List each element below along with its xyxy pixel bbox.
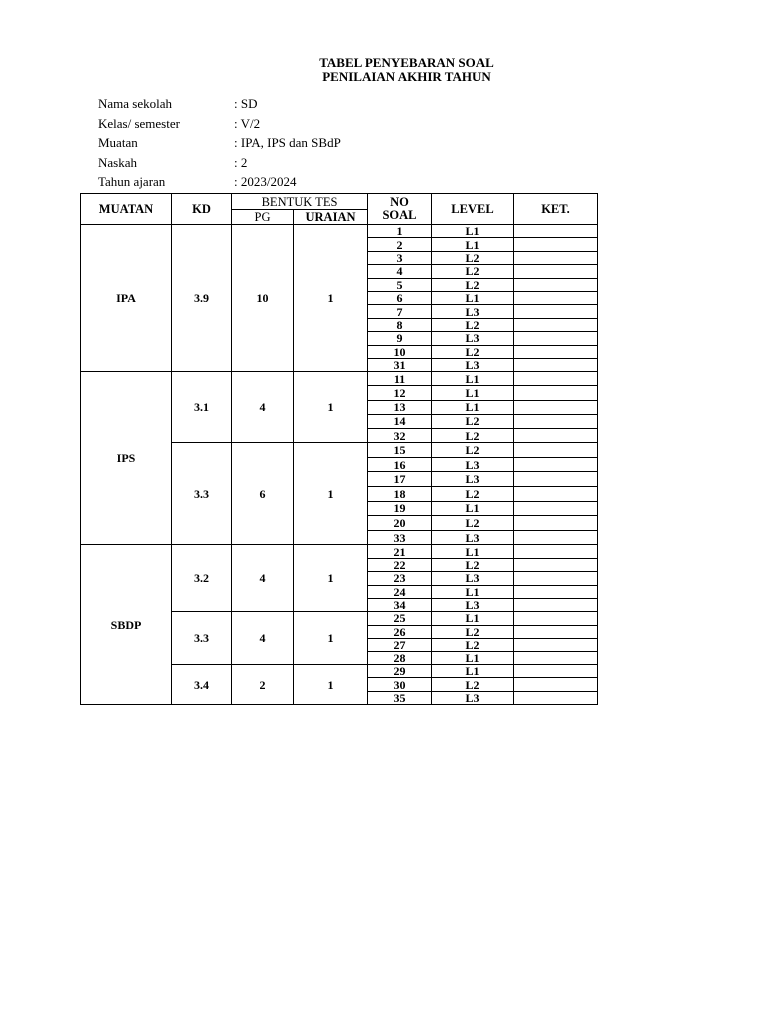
ket-cell xyxy=(514,372,598,386)
no-soal-cell: 12 xyxy=(368,386,432,400)
header-kd: KD xyxy=(172,194,232,225)
no-soal-cell: 30 xyxy=(368,678,432,691)
muatan-cell: SBDP xyxy=(81,545,172,705)
ket-cell xyxy=(514,345,598,358)
ket-cell xyxy=(514,665,598,678)
info-label: Muatan xyxy=(98,135,138,150)
kd-cell: 3.4 xyxy=(172,665,232,705)
title-line-1: TABEL PENYEBARAN SOAL xyxy=(319,55,494,70)
level-cell: L2 xyxy=(432,345,514,358)
header-pg: PG xyxy=(232,210,294,225)
ket-cell xyxy=(514,457,598,472)
info-label: Tahun ajaran xyxy=(98,174,166,189)
level-cell: L2 xyxy=(432,278,514,291)
ket-cell xyxy=(514,625,598,638)
no-soal-cell: 22 xyxy=(368,558,432,571)
info-label: Naskah xyxy=(98,154,137,170)
level-cell: L3 xyxy=(432,358,514,371)
header-muatan: MUATAN xyxy=(81,194,172,225)
no-soal-cell: 24 xyxy=(368,585,432,598)
title-line-2: PENILAIAN AKHIR TAHUN xyxy=(322,69,491,84)
no-soal-cell: 13 xyxy=(368,400,432,414)
header-uraian: URAIAN xyxy=(294,210,368,225)
ket-cell xyxy=(514,443,598,458)
kd-cell: 3.3 xyxy=(172,612,232,665)
ket-cell xyxy=(514,530,598,545)
pg-cell: 10 xyxy=(232,225,294,372)
ket-cell xyxy=(514,691,598,704)
level-cell: L1 xyxy=(432,386,514,400)
ket-cell xyxy=(514,414,598,428)
level-cell: L1 xyxy=(432,665,514,678)
no-soal-cell: 11 xyxy=(368,372,432,386)
uraian-cell: 1 xyxy=(294,372,368,443)
level-cell: L1 xyxy=(432,238,514,251)
ket-cell xyxy=(514,585,598,598)
level-cell: L1 xyxy=(432,225,514,238)
table-row xyxy=(81,372,598,386)
kd-cell: 3.9 xyxy=(172,225,232,372)
no-soal-cell: 25 xyxy=(368,612,432,625)
level-cell: L2 xyxy=(432,429,514,443)
ket-cell xyxy=(514,501,598,516)
table-row xyxy=(81,545,598,558)
ket-cell xyxy=(514,472,598,487)
ket-cell xyxy=(514,598,598,611)
no-soal-cell: 10 xyxy=(368,345,432,358)
muatan-cell: IPS xyxy=(81,372,172,545)
kd-cell: 3.2 xyxy=(172,545,232,612)
no-soal-cell: 7 xyxy=(368,305,432,318)
level-cell: L3 xyxy=(432,530,514,545)
ket-cell xyxy=(514,516,598,531)
level-cell: L3 xyxy=(432,457,514,472)
no-soal-cell: 31 xyxy=(368,358,432,371)
pg-cell: 4 xyxy=(232,612,294,665)
ket-cell xyxy=(514,572,598,585)
level-cell: L2 xyxy=(432,558,514,571)
no-soal-cell: 18 xyxy=(368,487,432,502)
ket-cell xyxy=(514,265,598,278)
level-cell: L1 xyxy=(432,545,514,558)
no-soal-cell: 6 xyxy=(368,291,432,304)
ket-cell xyxy=(514,358,598,371)
ket-cell xyxy=(514,400,598,414)
no-soal-cell: 34 xyxy=(368,598,432,611)
no-soal-cell: 4 xyxy=(368,265,432,278)
ket-cell xyxy=(514,651,598,664)
info-value: : 2 xyxy=(234,154,248,170)
level-cell: L3 xyxy=(432,572,514,585)
table-body xyxy=(81,225,598,705)
ket-cell xyxy=(514,291,598,304)
info-value: : SD xyxy=(234,96,258,111)
level-cell: L2 xyxy=(432,251,514,264)
no-soal-cell: 14 xyxy=(368,414,432,428)
pg-cell: 4 xyxy=(232,545,294,612)
info-label: Kelas/ semester xyxy=(98,115,180,131)
no-soal-cell: 35 xyxy=(368,691,432,704)
level-cell: L2 xyxy=(432,265,514,278)
ket-cell xyxy=(514,225,598,238)
level-cell: L1 xyxy=(432,585,514,598)
header-no-soal xyxy=(368,194,432,225)
no-soal-cell: 20 xyxy=(368,516,432,531)
no-soal-cell: 2 xyxy=(368,238,432,251)
ket-cell xyxy=(514,332,598,345)
level-cell: L1 xyxy=(432,400,514,414)
uraian-cell: 1 xyxy=(294,225,368,372)
muatan-cell: IPA xyxy=(81,225,172,372)
ket-cell xyxy=(514,612,598,625)
distribution-table xyxy=(80,193,598,705)
no-soal-cell: 32 xyxy=(368,429,432,443)
ket-cell xyxy=(514,678,598,691)
level-cell: L3 xyxy=(432,305,514,318)
no-soal-cell: 15 xyxy=(368,443,432,458)
header-level: LEVEL xyxy=(432,194,514,225)
no-soal-cell: 1 xyxy=(368,225,432,238)
level-cell: L3 xyxy=(432,332,514,345)
info-value: : V/2 xyxy=(234,115,261,131)
header-no-soal-text: NO SOAL xyxy=(382,195,417,222)
level-cell: L1 xyxy=(432,291,514,304)
level-cell: L1 xyxy=(432,372,514,386)
level-cell: L1 xyxy=(432,612,514,625)
kd-cell: 3.1 xyxy=(172,372,232,443)
header-ket: KET. xyxy=(514,194,598,225)
ket-cell xyxy=(514,386,598,400)
ket-cell xyxy=(514,251,598,264)
kd-cell: 3.3 xyxy=(172,443,232,545)
pg-cell: 2 xyxy=(232,665,294,705)
ket-cell xyxy=(514,487,598,502)
level-cell: L2 xyxy=(432,318,514,331)
level-cell: L2 xyxy=(432,414,514,428)
level-cell: L1 xyxy=(432,651,514,664)
level-cell: L2 xyxy=(432,625,514,638)
uraian-cell: 1 xyxy=(294,545,368,612)
no-soal-cell: 23 xyxy=(368,572,432,585)
ket-cell xyxy=(514,305,598,318)
uraian-cell: 1 xyxy=(294,612,368,665)
level-cell: L2 xyxy=(432,638,514,651)
no-soal-cell: 29 xyxy=(368,665,432,678)
no-soal-cell: 17 xyxy=(368,472,432,487)
ket-cell xyxy=(514,238,598,251)
no-soal-cell: 9 xyxy=(368,332,432,345)
no-soal-cell: 8 xyxy=(368,318,432,331)
no-soal-cell: 28 xyxy=(368,651,432,664)
header-bentuk-tes: BENTUK TES xyxy=(232,194,368,210)
no-soal-cell: 33 xyxy=(368,530,432,545)
level-cell: L2 xyxy=(432,443,514,458)
uraian-cell: 1 xyxy=(294,443,368,545)
table-row xyxy=(81,225,598,238)
ket-cell xyxy=(514,545,598,558)
level-cell: L2 xyxy=(432,487,514,502)
level-cell: L3 xyxy=(432,598,514,611)
no-soal-cell: 27 xyxy=(368,638,432,651)
level-cell: L3 xyxy=(432,472,514,487)
level-cell: L2 xyxy=(432,678,514,691)
info-value: : IPA, IPS dan SBdP xyxy=(234,135,341,150)
no-soal-cell: 19 xyxy=(368,501,432,516)
level-cell: L2 xyxy=(432,516,514,531)
no-soal-cell: 3 xyxy=(368,251,432,264)
info-value: : 2023/2024 xyxy=(234,174,297,189)
level-cell: L3 xyxy=(432,691,514,704)
ket-cell xyxy=(514,278,598,291)
no-soal-cell: 21 xyxy=(368,545,432,558)
ket-cell xyxy=(514,429,598,443)
info-label: Nama sekolah xyxy=(98,96,173,111)
pg-cell: 6 xyxy=(232,443,294,545)
pg-cell: 4 xyxy=(232,372,294,443)
ket-cell xyxy=(514,558,598,571)
no-soal-cell: 26 xyxy=(368,625,432,638)
document-title xyxy=(0,56,768,84)
ket-cell xyxy=(514,318,598,331)
uraian-cell: 1 xyxy=(294,665,368,705)
no-soal-cell: 5 xyxy=(368,278,432,291)
no-soal-cell: 16 xyxy=(368,457,432,472)
ket-cell xyxy=(514,638,598,651)
level-cell: L1 xyxy=(432,501,514,516)
